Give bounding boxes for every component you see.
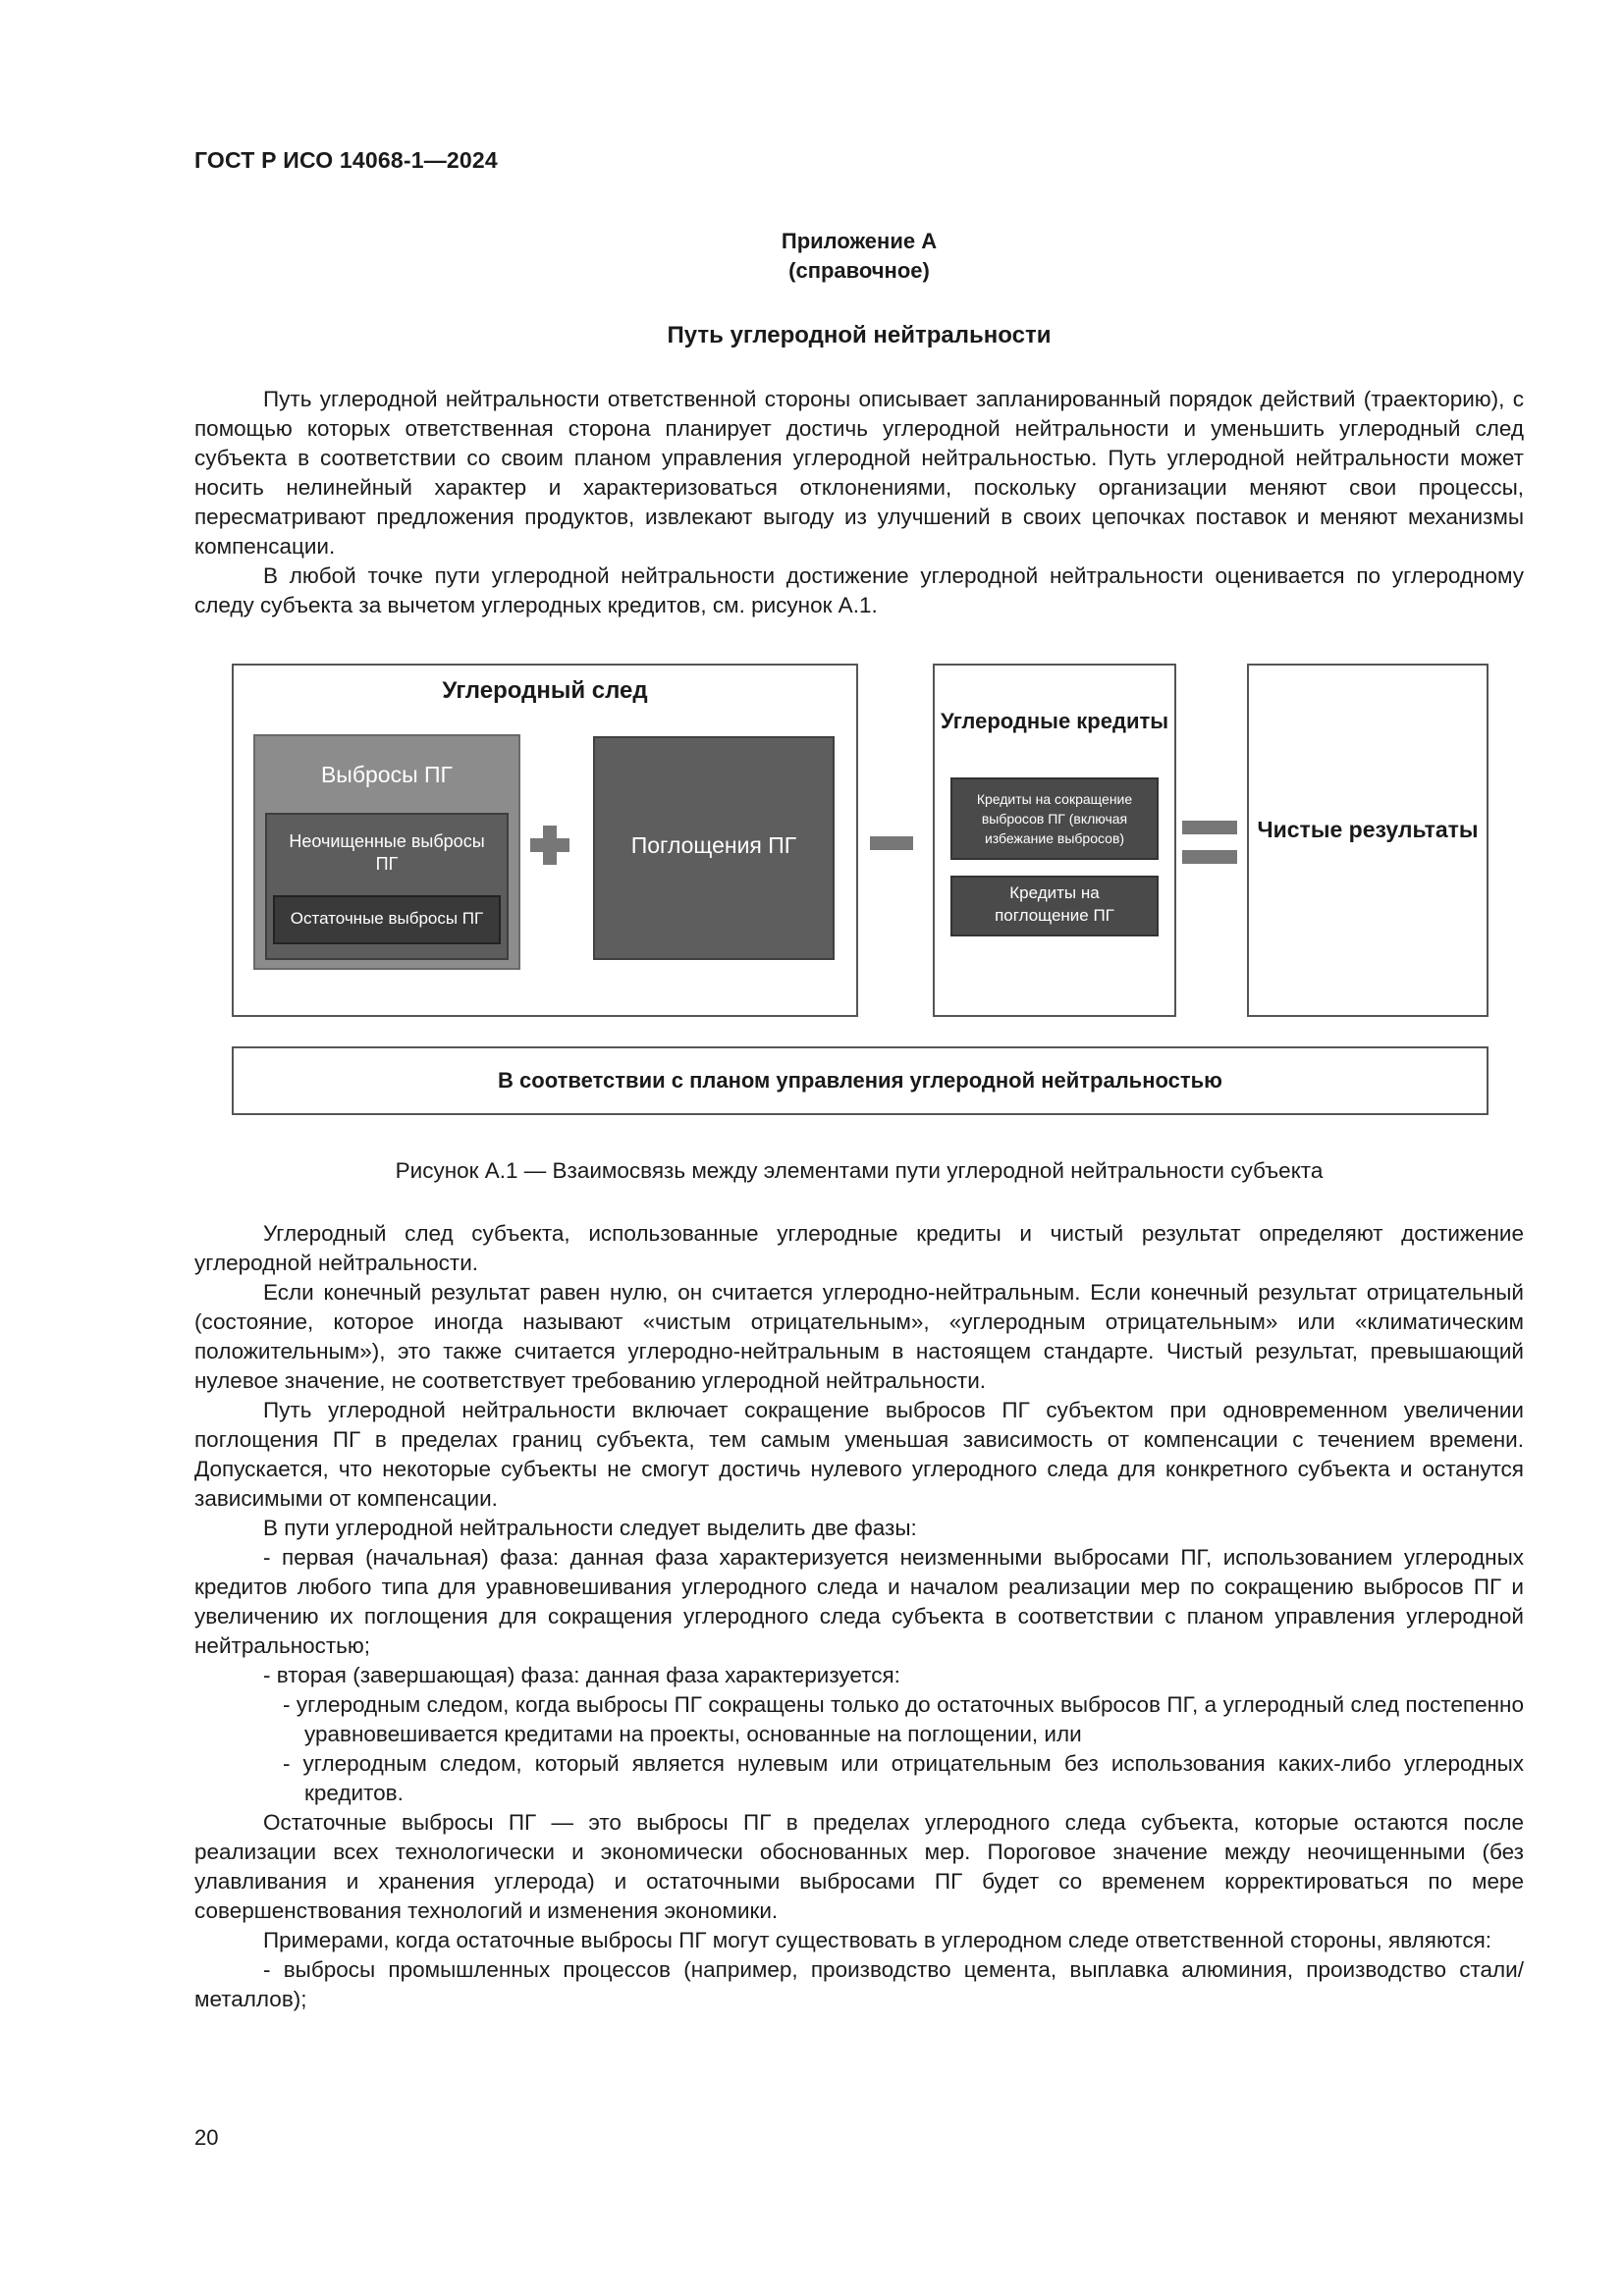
paragraph: Путь углеродной нейтральности включает сокращение выбросов ПГ субъектом при одновременном увеличении поглощения ПГ в пределах границ субъекта, тем самым уменьшая зависимость от компенсации с течением времени. Допускается, что некоторые субъекты не смогут достичь нулевого углеродного следа для конкретного субъекта и останутся зависимыми от компенсации. [194, 1398, 1524, 1511]
list-item: - выбросы промышленных процессов (например, производство цемента, выплавка алюминия, производство стали/металлов); [194, 1957, 1524, 2011]
body-text [194, 1219, 1524, 2014]
credits-reduction-label: Кредиты на сокращение выбросов ПГ (включая избежание выбросов) [976, 791, 1133, 846]
removals-label: Поглощения ПГ [630, 832, 797, 858]
document-code: ГОСТ Р ИСО 14068-1—2024 [194, 147, 498, 173]
appendix-subtitle: (справочное) [788, 258, 930, 283]
footprint-title: Углеродный след [442, 677, 648, 704]
equals-icon-lower [1182, 850, 1237, 864]
plan-label: В соответствии с планом управления углеродной нейтральностью [498, 1068, 1222, 1093]
minus-icon [870, 836, 913, 850]
net-results-label: Чистые результаты [1257, 817, 1479, 842]
section-heading: Путь углеродной нейтральности [667, 322, 1052, 348]
intro-text [194, 385, 1524, 620]
paragraph: Углеродный след субъекта, использованные углеродные кредиты и чистый результат определяют достижение углеродной нейтральности. [194, 1221, 1524, 1275]
list-item: - вторая (завершающая) фаза: данная фаза характеризуется: [263, 1663, 900, 1687]
paragraph: Если конечный результат равен нулю, он считается углеродно-нейтральным. Если конечный результат отрицательный (состояние, которое иногда называют «чистым отрицательным», «углеродным отрицательным» или «климатическим положительным»), это также считается углеродно-нейтральным в настоящем стандарте. Чистый результат, превышающий нулевое значение, не соответствует требованию углеродной нейтральности. [194, 1280, 1524, 1393]
credits-removal-label: Кредиты на поглощение ПГ [995, 883, 1114, 925]
equals-icon [1182, 821, 1237, 834]
list-item: - первая (начальная) фаза: данная фаза характеризуется неизменными выбросами ПГ, использованием углеродных кредитов любого типа для уравновешивания углеродного следа и началом реализации мер по сокращению выбросов ПГ и увеличению их поглощения для сокращения углеродного следа субъекта в соответствии с планом управления углеродной нейтральностью; [194, 1545, 1524, 1658]
emissions-title: Выбросы ПГ [320, 762, 454, 787]
plus-icon-vertical [543, 826, 557, 865]
sub-list-item: - углеродным следом, который является нулевым или отрицательным без использования каких-либо углеродных кредитов. [283, 1751, 1524, 1805]
credits-title: Углеродные кредиты [940, 709, 1169, 733]
sub-list-item: - углеродным следом, когда выбросы ПГ сокращены только до остаточных выбросов ПГ, а углеродный след постепенно уравновешивается кредитами на проекты, основанные на поглощении, или [283, 1692, 1524, 1746]
paragraph: Примерами, когда остаточные выбросы ПГ могут существовать в углеродном следе ответственной стороны, являются: [263, 1928, 1492, 1952]
residual-emissions-label: Остаточные выбросы ПГ [290, 909, 484, 928]
figure-caption: Рисунок А.1 — Взаимосвязь между элементами пути углеродной нейтральности субъекта [395, 1158, 1324, 1183]
paragraph: В любой точке пути углеродной нейтральности достижение углеродной нейтральности оценивается по углеродному следу субъекта за вычетом углеродных кредитов, см. рисунок А.1. [194, 563, 1524, 617]
appendix-title: Приложение А [781, 229, 938, 253]
page-number: 20 [194, 2125, 219, 2150]
gross-emissions-label: Неочищенные выбросы ПГ [289, 831, 485, 874]
paragraph: Остаточные выбросы ПГ — это выбросы ПГ в пределах углеродного следа субъекта, которые остаются после реализации всех технологически и экономически обоснованных мер. Пороговое значение между неочищенными (без улавливания и хранения углерода) и остаточными выбросами ПГ будет со временем корректироваться по мере совершенствования технологий и изменения экономики. [194, 1810, 1524, 1923]
paragraph: В пути углеродной нейтральности следует выделить две фазы: [263, 1516, 917, 1540]
paragraph: Путь углеродной нейтральности ответственной стороны описывает запланированный порядок действий (траекторию), с помощью которых ответственная сторона планирует достичь углеродной нейтральности и уменьшить углеродный след субъекта в соответствии со своим планом управления углеродной нейтральностью. Путь углеродной нейтральности может носить нелинейный характер и характеризоваться отклонениями, поскольку организации меняют свои процессы, пересматривают предложения продуктов, извлекают выгоду из улучшений в своих цепочках поставок и меняют механизмы компенсации. [194, 387, 1524, 559]
